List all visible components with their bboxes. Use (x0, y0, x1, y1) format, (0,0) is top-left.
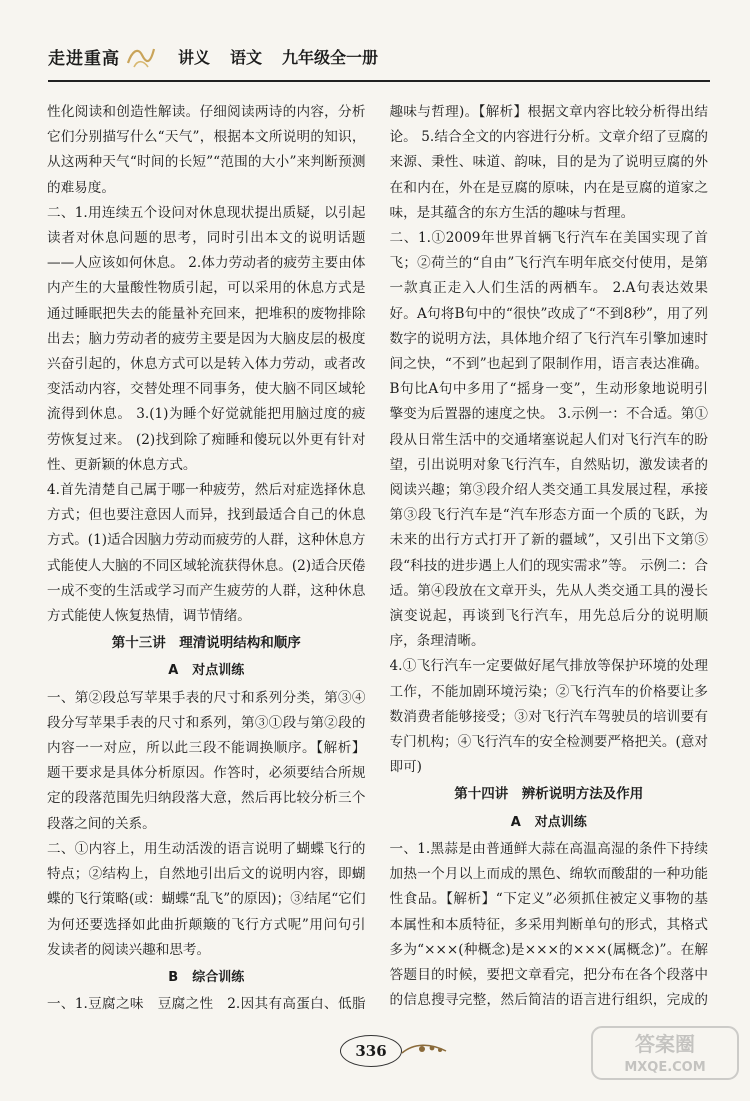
watermark-url: MXQE.COM (624, 1060, 706, 1075)
header-divider (48, 80, 710, 82)
brush-stroke-logo-icon (124, 41, 158, 71)
paragraph: 二、①内容上，用生动活泼的语言说明了蝴蝶飞行的特点；②结构上，自然地引出后文的说明内容，即蝴蝶的飞行策略(或：蝴蝶“乱飞”的原因)；③结尾“它们为何还要选择如此曲折颠簸的飞行方式呢”用问句引发读者的阅读兴趣和思考。 (47, 840, 366, 958)
left-column (47, 100, 366, 1015)
paragraph: 4.首先清楚自己属于哪一种疲劳，然后对症选择休息方式；但也要注意因人而异，找到最适合自己的休息方式。(1)适合因脑力劳动而疲劳的人群，这种休息方式能使人大脑的不同区域轮流获得休息。(2)适合厌倦一成不变的生活或学习而产生疲劳的人群，这种休息方式能使人恢复热情，调节情绪。 (47, 482, 366, 625)
section-title: 对点训练 (192, 663, 245, 679)
series-brand: 走进重高 (48, 48, 120, 69)
header-lecture-label: 讲义 (178, 47, 211, 67)
section-letter: B (168, 969, 179, 985)
paragraph: 二、1.①2009年世界首辆飞行汽车在美国实现了首飞；②荷兰的“自由”飞行汽车明年底交付使用，是第一款真正走入人们生活的两栖车。 2.A句表达效果好。A句将B句中的“很快”改成了“不到8秒”，用了列数字的说明方法，具体地介绍了飞行汽车引擎加速时间之快，“不到”也起到了限制作用，语言表达准确。B句比A句中多用了“摇身一变”，生动形象地说明引擎变为后置器的速度之快。 3.示例一：不合适。第①段从日常生活中的交通堵塞说起人们对飞行汽车的盼望，引出说明对象飞行汽车，自然贴切，激发读者的阅读兴趣；第③段介绍人类交通工具发展过程，承接第③段飞行汽车是“汽车形态方面一个质的飞跃，为未来的出行方式打开了新的疆域”，又引出下文第⑤段“科技的进步遇上人们的现实需求”等。 示例二：合适。第④段放在文章开头，先从人类交通工具的漫长演变说起，再谈到飞行汽车，用先总后分的说明顺序，条理清晰。 (389, 230, 708, 650)
paragraph: 一、第②段总写苹果手表的尺寸和系列分类，第③④段分写苹果手表的尺寸和系列，第③①段与第②段的内容一一对应，所以此三段不能调换顺序。【解析】题干要求是具体分析原因。作答时，必须要结合所规定的段落范围先归纳段落大意，然后再比较分析三个段落之间的关系。 (47, 689, 366, 832)
section-title: 综合训练 (192, 969, 245, 985)
section-letter: A (168, 663, 179, 679)
watermark-logo-icon (590, 1025, 740, 1081)
header-subject-label: 语文 (230, 47, 263, 67)
section-title: 对点训练 (534, 814, 587, 830)
section-a-heading (390, 810, 709, 835)
paragraph: 一、1.豆腐之味 豆腐之性 2.因其有高蛋白、低脂 (47, 996, 366, 1013)
section-b-heading (47, 965, 366, 990)
header-grade-label: 九年级全一册 (282, 47, 379, 67)
paragraph: 趣味与哲理)。【解析】根据文章内容比较分析得出结论。 5.结合全文的内容进行分析。文章介绍了豆腐的来源、秉性、味道、韵味，目的是为了说明豆腐的外在和内在，外在是豆腐的原味，内在是豆腐的道家之味，是其蕴含的东方生活的趣味与哲理。 (389, 104, 708, 221)
section-a-heading (47, 658, 366, 683)
paragraph: 二、1.用连续五个设问对休息现状提出质疑，以引起读者对休息问题的思考，同时引出本文的说明话题——人应该如何休息。 2.体力劳动者的疲劳主要由体内产生的大量酸性物质引起，可以采用的休息方式是通过睡眠把失去的能量补充回来，把堆积的废物排除出去；脑力劳动者的疲劳主要是因为大脑皮层的极度兴奋引起的，休息方式可以是转入体力劳动，或者改变活动内容，交替处理不同事务，使大脑不同区域轮流得到休息。 3.(1)为睡个好觉就能把用脑过度的疲劳恢复过来。 (2)找到除了痴睡和傻玩以外更有针对性、更新颖的休息方式。 (47, 204, 366, 473)
right-column (390, 100, 709, 1015)
paragraph: 4.①飞行汽车一定要做好尾气排放等保护环境的处理工作，不能加剧环境污染；②飞行汽车的价格要让多数消费者能够接受；③对飞行汽车驾驶员的培训要有专门机构；④飞行汽车的安全检测要严格把关。(意对即可) (389, 658, 708, 776)
leaf-ornament-icon (400, 1039, 450, 1065)
paragraph: 一、1.黑蒜是由普通鲜大蒜在高温高湿的条件下持续加热一个月以上而成的黑色、绵软而酸甜的一种功能性食品。【解析】“下定义”必须抓住被定义事物的基本属性和本质特征，多采用判断单句的形式，其格式多为“×××(种概念)是×××的×××(属概念)”。在解答题目的时候，要把文章看完，把分布在各个段落中的信息搜寻完整，然后简洁的语言进行组织，完成的 (389, 840, 708, 1009)
lecture-14-heading: 第十四讲 辨析说明方法及作用 (454, 786, 644, 803)
section-letter: A (510, 814, 521, 830)
page-header (48, 34, 710, 78)
page-number: 336 (340, 1035, 402, 1067)
answer-columns (47, 100, 708, 1015)
paragraph: 性化阅读和创造性解读。仔细阅读两诗的内容，分析它们分别描写什么“天气”，根据本文所说明的知识，从这两种天气“时间的长短”“范围的大小”来判断预测的难易度。 (47, 104, 366, 196)
watermark-text: 答案圈 (635, 1032, 695, 1056)
page-footer (0, 1027, 750, 1087)
lecture-13-heading: 第十三讲 理清说明结构和顺序 (111, 635, 301, 652)
